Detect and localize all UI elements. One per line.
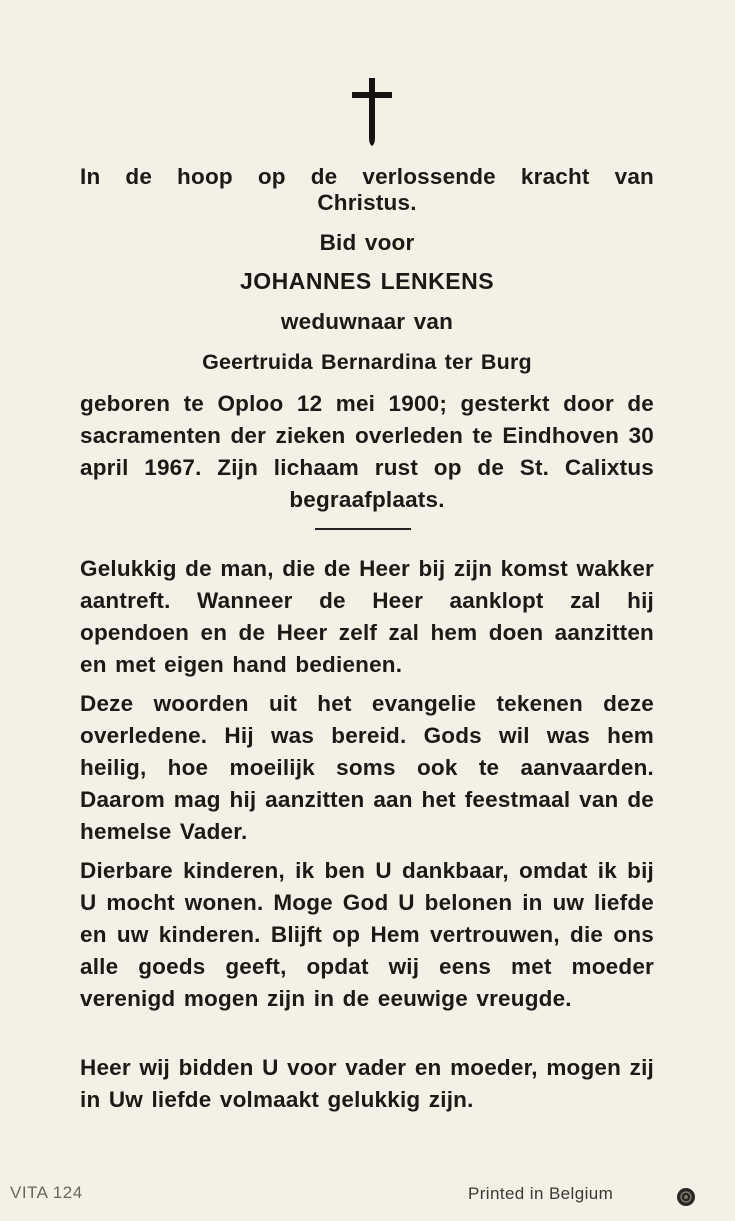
deceased-name: JOHANNES LENKENS	[239, 268, 495, 294]
biography: geboren te Oploo 12 mei 1900; gesterkt door de sacramenten der zieken overleden te Eindhoven 30 april 1967. Zijn lichaam rust op de St. Calixtus begraafplaats.	[80, 391, 654, 512]
paragraph-3: Dierbare kinderen, ik ben U dankbaar, omdat ik bij U mocht wonen. Moge God U belonen in uw liefde en uw kinderen. Blijft op Hem vertrouwen, die ons alle goeds geeft, opdat wij eens met moeder verenigd mogen zijn in de eeuwige vreugde.	[80, 858, 654, 1011]
divider	[315, 528, 411, 530]
bid-voor: Bid voor	[319, 230, 415, 255]
paragraph-1: Gelukkig de man, die de Heer bij zijn komst wakker aantreft. Wanneer de Heer aanklopt zal hij opendoen en de Heer zelf zal hem doen aanzitten en met eigen hand bedienen.	[80, 556, 654, 677]
spouse-name: Geertruida Bernardina ter Burg	[202, 350, 532, 374]
series-code: VITA 124	[10, 1183, 83, 1202]
paragraph-2: Deze woorden uit het evangelie tekenen deze overledene. Hij was bereid. Gods wil was hem heilig, hoe moeilijk soms ook te aanvaarden. Daarom mag hij aanzitten aan het feestmaal van de hemelse Vader.	[80, 691, 654, 844]
intro-line-1: In de hoop op de verlossende kracht van	[80, 164, 654, 189]
cross-icon	[342, 78, 402, 148]
printer-seal-icon	[676, 1187, 696, 1207]
widower-of: weduwnaar van	[280, 309, 454, 334]
paragraph-4: Heer wij bidden U voor vader en moeder, mogen zij in Uw liefde volmaakt gelukkig zijn.	[80, 1055, 654, 1112]
intro-line-2: Christus.	[317, 190, 417, 215]
printed-in: Printed in Belgium	[468, 1184, 614, 1203]
intro-text	[80, 164, 654, 216]
